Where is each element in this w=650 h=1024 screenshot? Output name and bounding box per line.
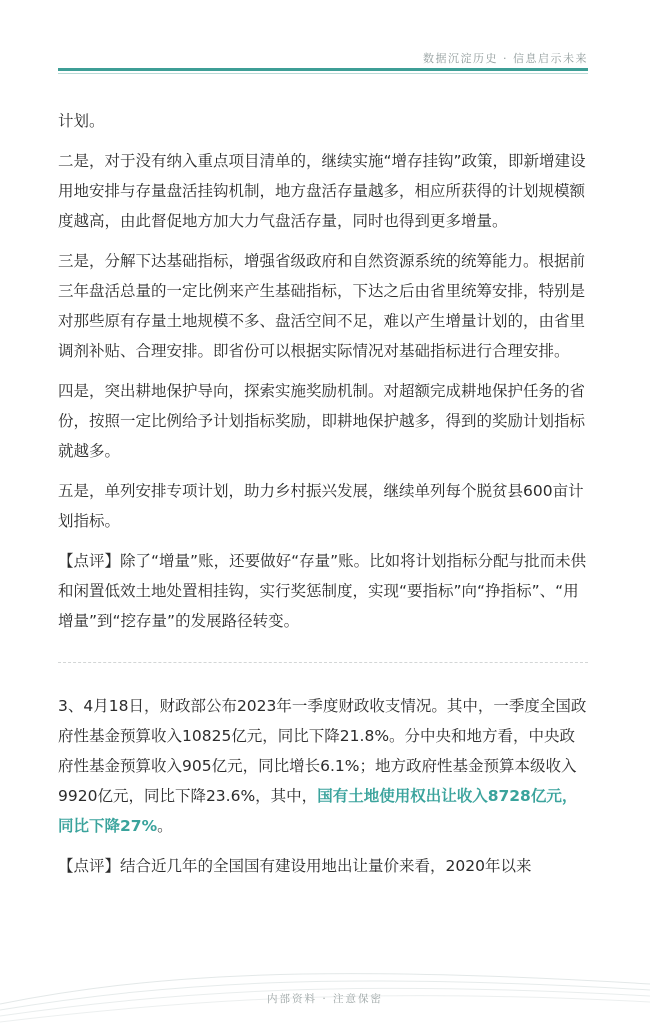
comment-paragraph-2 (58, 851, 588, 881)
header-slogan: 数据沉淀历史 · 信息启示未来 (423, 52, 588, 65)
paragraph-item-three (58, 691, 588, 841)
item-three-text: 3、4月18日，财政部公布2023年一季度财政收支情况。其中，一季度全国政府性基金预算收入10825亿元，同比下降21.8%。分中央和地方看，中央政府性基金预算收入905亿元，同比增长6.1%；地方政府性基金预算本级收入9920亿元，同比下降23.6%，其中， (58, 697, 587, 805)
comment-text: 除了“增量”账，还要做好“存量”账。比如将计划指标分配与批而未供和闲置低效土地处置相挂钩，实行奖惩制度，实现“要指标”向“挣指标”、“用增量”到“挖存量”的发展路径转变。 (58, 552, 587, 630)
comment-tag: 【点评】 (58, 857, 121, 875)
comment-tag: 【点评】 (58, 552, 121, 570)
header-rule-thin (58, 73, 588, 74)
section-divider (58, 662, 588, 663)
paragraph-point-four: 四是，突出耕地保护导向，探索实施奖励机制。对超额完成耕地保护任务的省份，按照一定比例给予计划指标奖励，即耕地保护越多，得到的奖励计划指标就越多。 (58, 382, 586, 460)
paragraph-point-two: 二是，对于没有纳入重点项目清单的，继续实施“增存挂钩”政策，即新增建设用地安排与存量盘活挂钩机制，地方盘活存量越多，相应所获得的计划规模额度越高，由此督促地方加大力气盘活存量，同时也得到更多增量。 (58, 152, 586, 230)
comment-paragraph-1 (58, 546, 588, 636)
item-three-end: 。 (157, 817, 173, 835)
paragraph-point-three: 三是，分解下达基础指标，增强省级政府和自然资源系统的统筹能力。根据前三年盘活总量的一定比例来产生基础指标，下达之后由省里统筹安排，特别是对那些原有存量土地规模不多、盘活空间不足，难以产生增量计划的，由省里调剂补贴、合理安排。即省份可以根据实际情况对基础指标进行合理安排。 (58, 252, 586, 360)
highlighted-figure: 国有土地使用权出让收入8728亿元，同比下降27% (58, 787, 578, 835)
comment-text: 结合近几年的全国国有建设用地出让量价来看，2020年以来 (120, 857, 532, 875)
footer-note: 内部资料 · 注意保密 (266, 993, 383, 1005)
document-body (58, 106, 588, 891)
paragraph-point-five: 五是，单列安排专项计划，助力乡村振兴发展，继续单列每个脱贫县600亩计划指标。 (58, 482, 584, 530)
paragraph-continuation: 计划。 (58, 112, 105, 130)
header-rule (58, 68, 588, 71)
footer-wave-decoration (0, 934, 650, 1024)
